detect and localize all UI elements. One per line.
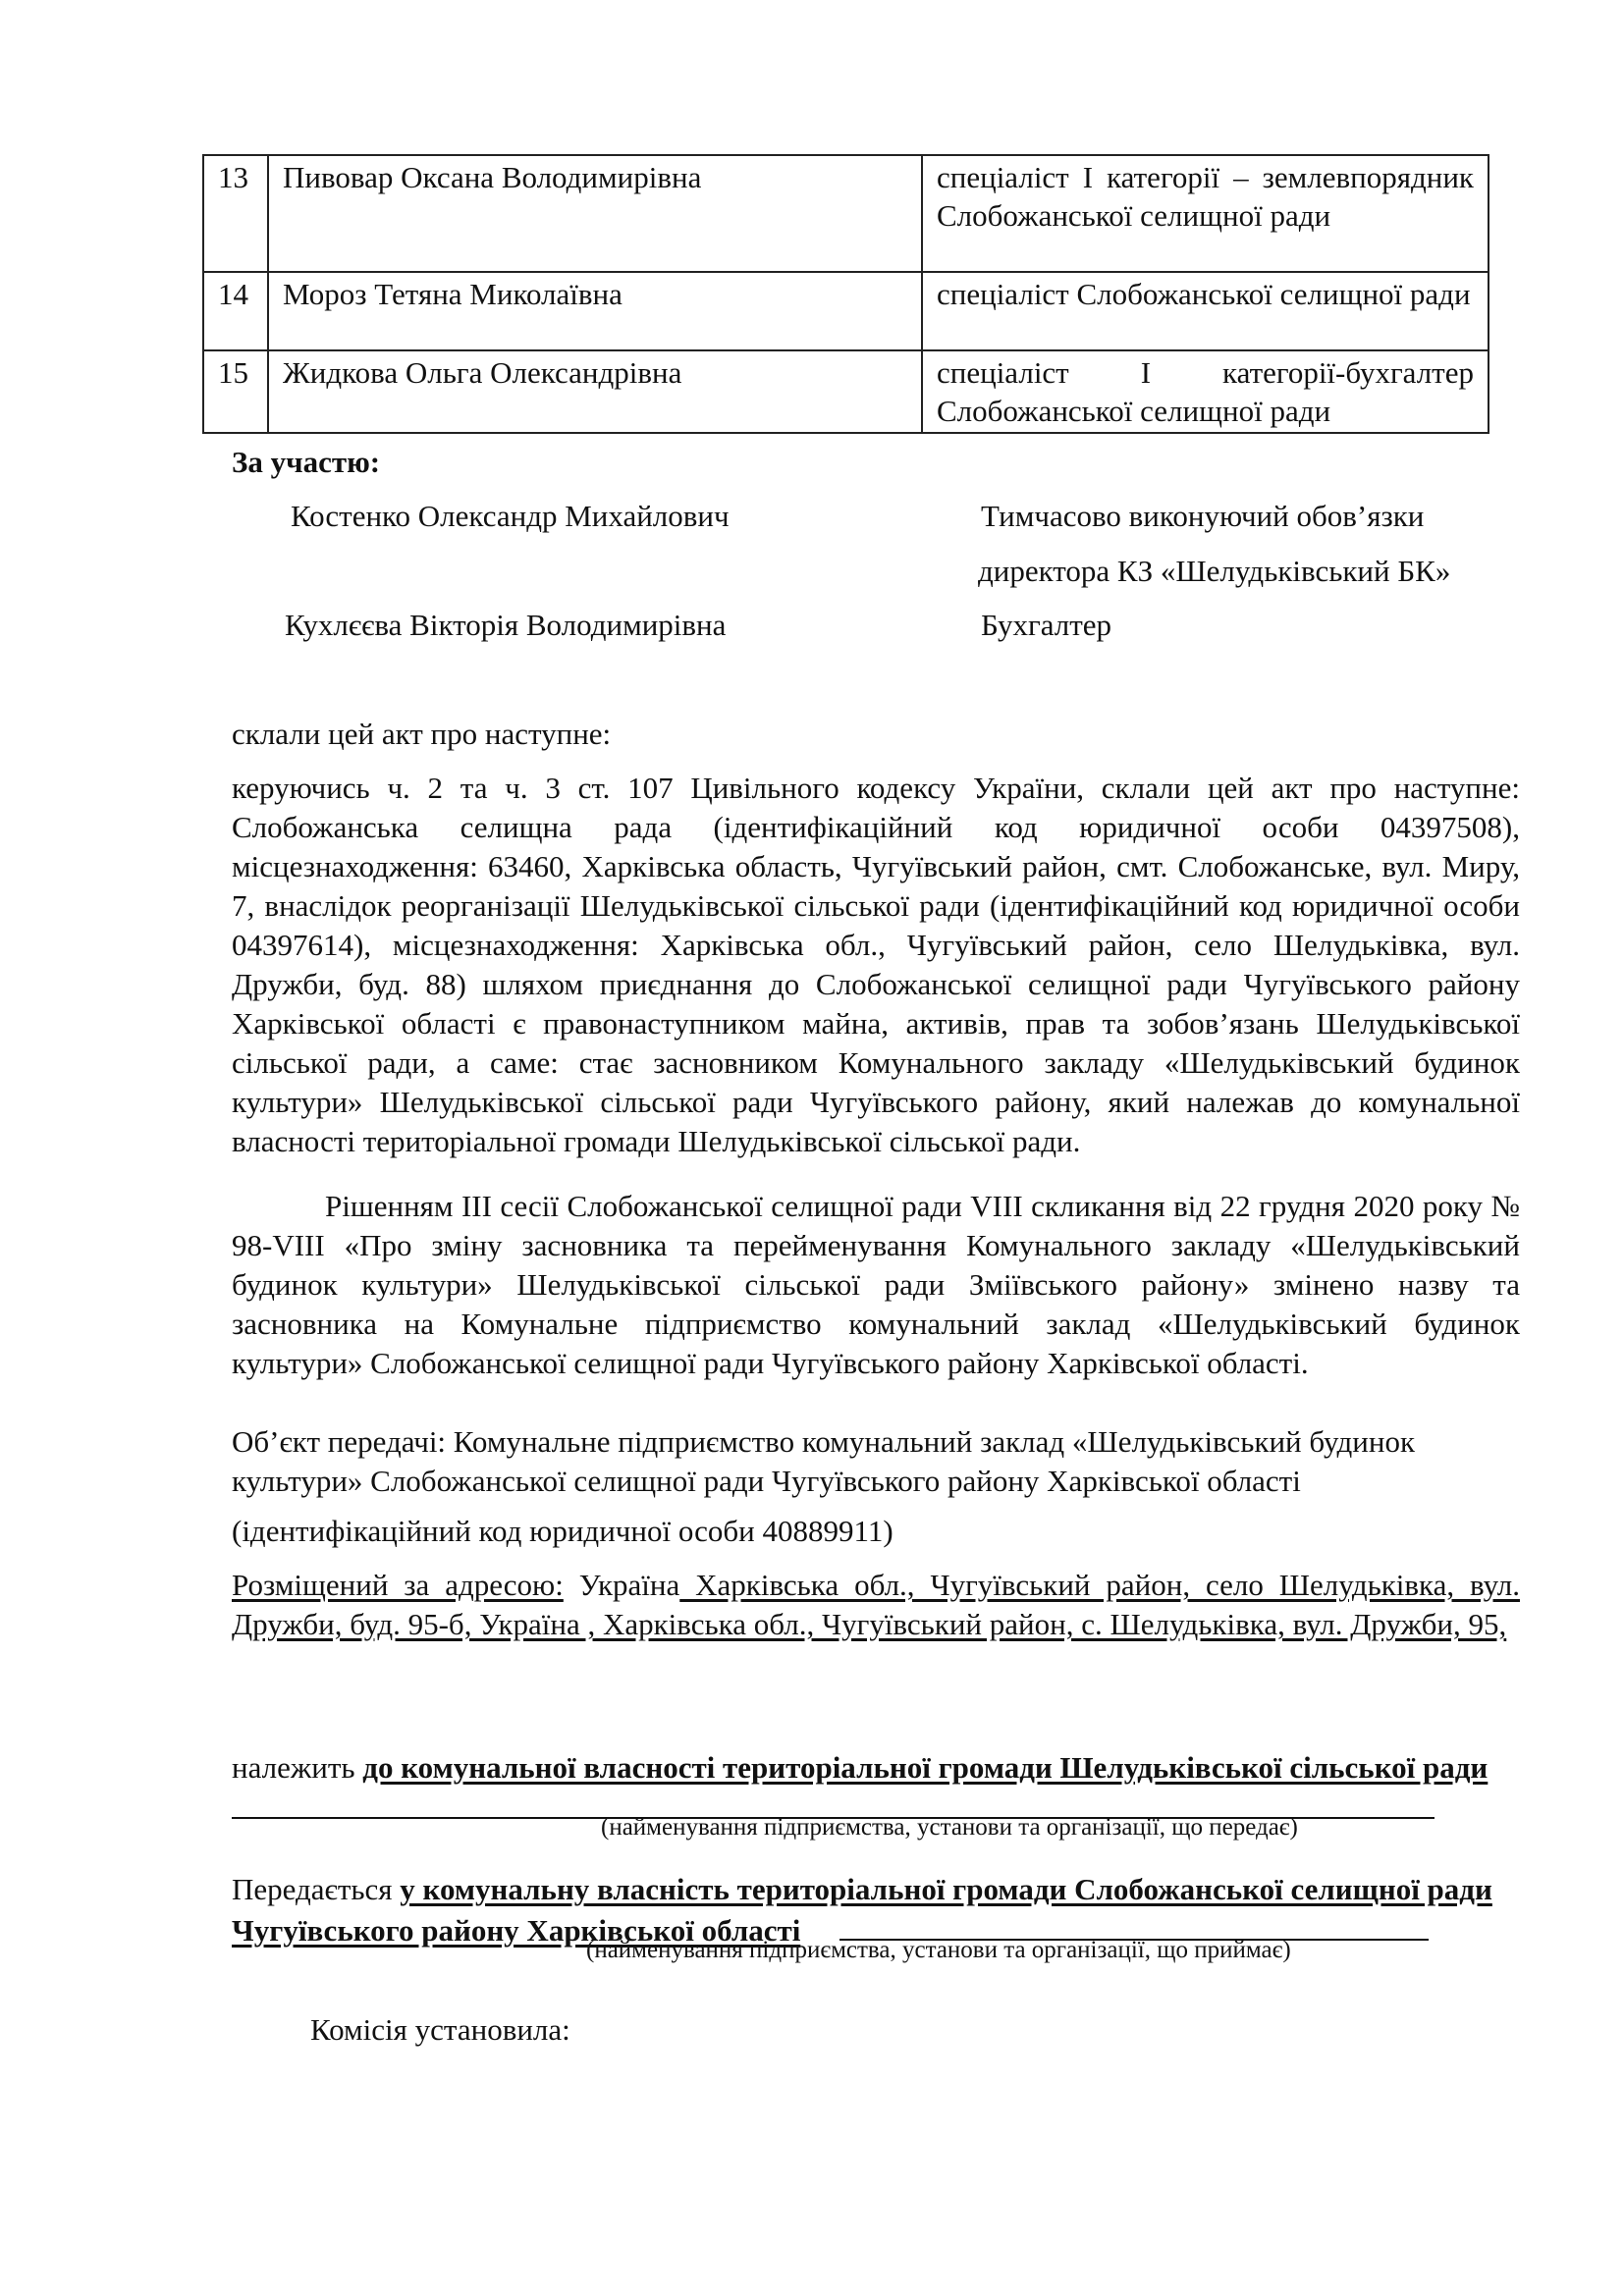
member-name: Мороз Тетяна Миколаївна bbox=[268, 272, 922, 350]
transferred-prefix: Передається bbox=[232, 1872, 401, 1906]
participant-position: директора КЗ «Шелудьківський БК» bbox=[978, 554, 1451, 588]
belongs-prefix: належить bbox=[232, 1750, 363, 1785]
row-number: 13 bbox=[203, 155, 268, 272]
act-intro: склали цей акт про наступне: bbox=[232, 717, 612, 751]
decision-paragraph bbox=[232, 1187, 1520, 1383]
transfer-object: Об’єкт передачі: Комунальне підприємство комунальний заклад «Шелудьківський будинок культури» Слобожанської селищної ради Чугуївського району Харківської області bbox=[232, 1424, 1416, 1498]
row-number: 15 bbox=[203, 350, 268, 433]
table-row bbox=[203, 350, 1489, 433]
table-row bbox=[203, 272, 1489, 350]
member-name: Пивовар Оксана Володимирівна bbox=[268, 155, 922, 272]
participant-name: Костенко Олександр Михайлович bbox=[291, 499, 730, 533]
row-number: 14 bbox=[203, 272, 268, 350]
member-name: Жидкова Ольга Олександрівна bbox=[268, 350, 922, 433]
member-position: спеціаліст Слобожанської селищної ради bbox=[922, 272, 1489, 350]
member-position: спеціаліст І категорії – землевпорядник Слобожанської селищної ради bbox=[922, 155, 1489, 272]
address-block bbox=[232, 1566, 1520, 1644]
belongs-value: до комунальної власності територіальної громади Шелудьківської сільської ради bbox=[362, 1750, 1489, 1785]
member-position: спеціаліст І категорії-бухгалтер Слобожанської селищної ради bbox=[922, 350, 1489, 433]
table-row bbox=[203, 155, 1489, 272]
participation-heading: За участю: bbox=[232, 445, 381, 479]
participant-position: Тимчасово виконуючий обов’язки bbox=[981, 499, 1425, 533]
id-code: (ідентифікаційний код юридичної особи 40889911) bbox=[232, 1514, 893, 1548]
decision-text: Рішенням ІІІ сесії Слобожанської селищної ради VIII скликання від 22 грудня 2020 року № 98-VIII «Про зміну засновника та перейменування Комунального закладу «Шелудьківський будинок культури» Шелудьківської сільської ради Зміївського району» змінено назву та засновника на Комунальне підприємство комунальний заклад «Шелудьківський будинок культури» Слобожанської селищної ради Чугуївського району Харківської області. bbox=[232, 1189, 1520, 1380]
commission-members-table bbox=[202, 154, 1489, 434]
participant-position: Бухгалтер bbox=[981, 608, 1112, 642]
receiver-caption: (найменування підприємства, установи та організації, що приймає) bbox=[586, 1937, 1291, 1963]
participant-name: Кухлєєва Вікторія Володимирівна bbox=[285, 608, 727, 642]
transferor-caption: (найменування підприємства, установи та організації, що передає) bbox=[601, 1814, 1298, 1841]
transferred-value: у комунальну власність територіальної громади Слобожанської селищної ради Чугуївського району Харківської області bbox=[232, 1872, 1492, 1948]
address-label: Розміщений за адресою: bbox=[232, 1568, 564, 1602]
address-country: Україна bbox=[563, 1568, 680, 1602]
legal-basis-paragraph: керуючись ч. 2 та ч. 3 ст. 107 Цивільного кодексу України, склали цей акт про наступне: Слобожанська селищна рада (ідентифікаційний код юридичної особи 04397508), місцезнаходження: 63460, Харківська область, Чугуївський район, смт. Слобожанське, вул. Миру, 7, внаслідок реорганізації Шелудьківської сільської ради (ідентифікаційний код юридичної особи 04397614), місцезнаходження: Харківська обл., Чугуївський район, село Шелудьківка, вул. Дружби, буд. 88) шляхом приєднання до Слобожанської селищної ради Чугуївського району Харківської області є правонаступником майна, активів, прав та зобов’язань Шелудьківської сільської ради, а саме: стає засновником Комунального закладу «Шелудьківський будинок культури» Шелудьківської сільської ради Чугуївського району, який належав до комунальної власності територіальної громади Шелудьківської сільської ради. bbox=[232, 771, 1520, 1158]
address-value: Харківська обл., Чугуївський район, село Шелудьківка, вул. Дружби, буд. 95-б, Україна , Харківська обл., Чугуївський район, с. Шелудьківка, вул. Дружби, 95, bbox=[232, 1568, 1520, 1641]
commission-established: Комісія установила: bbox=[310, 2012, 570, 2047]
